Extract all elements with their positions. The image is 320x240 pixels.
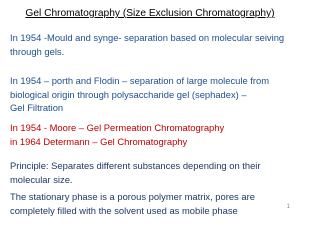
paragraph-mould-synge bbox=[10, 31, 296, 58]
paragraph-line: Principle: Separates different substances depending on their bbox=[10, 160, 261, 171]
paragraph-porth-flodin bbox=[10, 74, 296, 115]
slide-title: Gel Chromatography (Size Exclusion Chromatography) bbox=[25, 8, 275, 19]
paragraph-line: molecular size. bbox=[10, 173, 73, 185]
paragraph-line: In 1954 – porth and Flodin – separation of large molecule from bbox=[10, 75, 270, 86]
paragraph-line: biological origin through polysaccharide gel (sephadex) – bbox=[10, 88, 247, 100]
paragraph-line: completely filled with the solvent used as mobile phase bbox=[10, 204, 238, 216]
paragraph-line: In 1954 -Mould and synge- separation based on molecular seiving bbox=[10, 32, 285, 43]
paragraph-line: The stationary phase is a porous polymer matrix, pores are bbox=[10, 191, 255, 202]
paragraph-line: in 1964 Determann – Gel Chromatography bbox=[10, 135, 188, 147]
page-number: 1 bbox=[286, 204, 290, 210]
paragraph-line: through gels. bbox=[10, 45, 65, 57]
paragraph-moore-determann bbox=[10, 121, 296, 148]
paragraph-stationary-phase bbox=[10, 190, 296, 217]
paragraph-line: Gel Filtration bbox=[10, 102, 64, 113]
paragraph-principle bbox=[10, 159, 296, 186]
paragraph-line: In 1954 - Moore – Gel Permeation Chromatography bbox=[10, 122, 225, 133]
